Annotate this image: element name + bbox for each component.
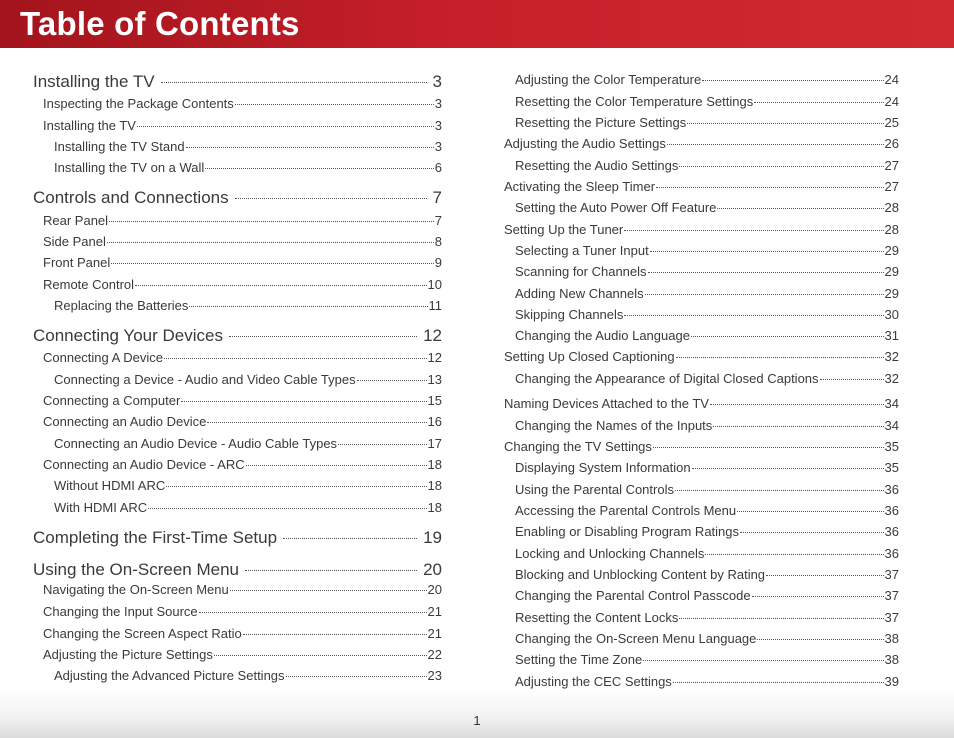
toc-entry-label: Using the Parental Controls	[515, 482, 674, 497]
dot-leader	[189, 306, 427, 307]
toc-entry-label: Remote Control	[43, 277, 135, 292]
toc-entry-page: 35	[884, 460, 899, 475]
toc-entry[interactable]	[54, 500, 442, 518]
toc-entry-page: 3	[434, 118, 442, 133]
toc-entry-page: 37	[884, 588, 899, 603]
toc-entry[interactable]	[504, 222, 899, 240]
toc-entry-page: 36	[884, 503, 899, 518]
toc-entry[interactable]	[515, 631, 899, 649]
toc-entry[interactable]	[515, 264, 899, 282]
toc-entry-label: Adjusting the Picture Settings	[43, 647, 213, 662]
dot-leader	[199, 612, 427, 613]
toc-entry-label: Inspecting the Package Contents	[43, 96, 234, 111]
toc-entry-page: 16	[427, 414, 442, 429]
toc-entry[interactable]	[54, 298, 442, 316]
toc-entry[interactable]	[515, 371, 899, 389]
toc-entry-page: 18	[427, 500, 442, 515]
toc-entry[interactable]	[515, 307, 899, 325]
toc-entry-page: 12	[427, 350, 442, 365]
toc-entry-page: 38	[884, 631, 899, 646]
toc-entry-label: Selecting a Tuner Input	[515, 243, 649, 258]
toc-entry-page: 30	[884, 307, 899, 322]
toc-entry-page: 10	[427, 277, 442, 292]
toc-entry-page: 20	[423, 560, 442, 579]
toc-entry[interactable]	[43, 255, 442, 273]
toc-entry-page: 3	[434, 96, 442, 111]
toc-entry-page: 7	[432, 188, 442, 207]
toc-entry-label: Replacing the Batteries	[54, 298, 189, 313]
toc-entry-label: Completing the First-Time Setup	[33, 528, 278, 547]
toc-entry-page: 38	[884, 652, 899, 667]
toc-entry-label: Changing the Appearance of Digital Closed Captions	[515, 371, 819, 386]
dot-leader	[717, 208, 883, 209]
toc-entry-label: Setting Up Closed Captioning	[504, 349, 675, 364]
dot-leader	[757, 639, 883, 640]
toc-entry-page: 29	[884, 286, 899, 301]
toc-entry-label: Rear Panel	[43, 213, 109, 228]
toc-entry-page: 6	[434, 160, 442, 175]
toc-entry[interactable]	[33, 560, 442, 584]
toc-entry-page: 3	[432, 72, 442, 91]
dot-leader	[648, 272, 884, 273]
toc-entry-label: Adding New Channels	[515, 286, 644, 301]
toc-entry[interactable]	[515, 115, 899, 133]
dot-leader	[656, 187, 884, 188]
dot-leader	[229, 336, 417, 337]
toc-entry[interactable]	[515, 546, 899, 564]
toc-entry-label: Side Panel	[43, 234, 106, 249]
toc-entry-label: Connecting an Audio Device - Audio Cable Types	[54, 436, 338, 451]
toc-entry-page: 28	[884, 222, 899, 237]
dot-leader	[754, 102, 883, 103]
toc-entry-page: 18	[427, 478, 442, 493]
toc-entry[interactable]	[504, 136, 899, 154]
toc-entry[interactable]	[515, 503, 899, 521]
dot-leader	[286, 676, 427, 677]
toc-entry[interactable]	[504, 396, 899, 414]
toc-entry-label: With HDMI ARC	[54, 500, 148, 515]
toc-entry[interactable]	[33, 528, 442, 552]
toc-entry-page: 3	[434, 139, 442, 154]
toc-entry-label: Resetting the Content Locks	[515, 610, 679, 625]
toc-entry-label: Activating the Sleep Timer	[504, 179, 656, 194]
toc-entry-label: Adjusting the Advanced Picture Settings	[54, 668, 285, 683]
toc-entry-label: Connecting A Device	[43, 350, 163, 365]
toc-entry-label: Setting the Auto Power Off Feature	[515, 200, 717, 215]
toc-entry-page: 34	[884, 396, 899, 411]
toc-entry-label: Resetting the Picture Settings	[515, 115, 687, 130]
toc-entry[interactable]	[43, 277, 442, 295]
toc-entry[interactable]	[515, 567, 899, 585]
dot-leader	[161, 82, 427, 83]
toc-entry-page: 25	[884, 115, 899, 130]
toc-entry[interactable]	[515, 418, 899, 436]
toc-entry-label: Changing the TV Settings	[504, 439, 652, 454]
toc-entry-label: Connecting Your Devices	[33, 326, 223, 345]
toc-entry[interactable]	[515, 94, 899, 112]
dot-leader	[702, 80, 883, 81]
toc-entry-page: 9	[434, 255, 442, 270]
toc-entry-label: Resetting the Audio Settings	[515, 158, 679, 173]
toc-entry-label: Changing the Audio Language	[515, 328, 690, 343]
toc-entry-page: 27	[884, 179, 899, 194]
toc-entry-label: Connecting an Audio Device - ARC	[43, 457, 245, 472]
dot-leader	[207, 422, 426, 423]
dot-leader	[111, 263, 434, 264]
toc-entry-page: 28	[884, 200, 899, 215]
page-title: Table of Contents	[20, 5, 300, 42]
dot-leader	[338, 444, 426, 445]
toc-entry-page: 8	[434, 234, 442, 249]
toc-entry-label: Front Panel	[43, 255, 111, 270]
toc-entry-label: Adjusting the Audio Settings	[504, 136, 666, 151]
dot-leader	[181, 401, 426, 402]
toc-entry-page: 39	[884, 674, 899, 689]
toc-entry-page: 22	[427, 647, 442, 662]
dot-leader	[820, 379, 884, 380]
toc-entry[interactable]	[515, 610, 899, 628]
toc-entry-page: 24	[884, 94, 899, 109]
toc-entry-page: 31	[884, 328, 899, 343]
toc-entry-label: Scanning for Channels	[515, 264, 647, 279]
toc-entry[interactable]	[515, 588, 899, 606]
toc-entry-page: 37	[884, 567, 899, 582]
toc-entry-page: 29	[884, 243, 899, 258]
toc-entry[interactable]	[43, 350, 442, 368]
toc-entry[interactable]	[54, 160, 442, 178]
dot-leader	[710, 404, 884, 405]
toc-entry-label: Changing the Names of the Inputs	[515, 418, 713, 433]
toc-entry-label: Controls and Connections	[33, 188, 229, 207]
toc-entry[interactable]	[43, 457, 442, 475]
toc-entry[interactable]	[43, 604, 442, 622]
dot-leader	[283, 538, 417, 539]
toc-entry[interactable]	[43, 213, 442, 231]
toc-entry-label: Locking and Unlocking Channels	[515, 546, 705, 561]
dot-leader	[737, 511, 883, 512]
toc-entry-page: 37	[884, 610, 899, 625]
toc-entry[interactable]	[504, 179, 899, 197]
dot-leader	[679, 166, 883, 167]
dot-leader	[645, 294, 884, 295]
toc-entry-label: Connecting a Computer	[43, 393, 181, 408]
dot-leader	[137, 126, 434, 127]
toc-entry[interactable]	[54, 478, 442, 496]
toc-entry-page: 34	[884, 418, 899, 433]
toc-entry[interactable]	[43, 393, 442, 411]
toc-entry-page: 32	[884, 371, 899, 386]
toc-entry[interactable]	[515, 158, 899, 176]
dot-leader	[166, 486, 426, 487]
toc-entry-page: 17	[427, 436, 442, 451]
toc-entry-label: Connecting a Device - Audio and Video Cable Types	[54, 372, 356, 387]
toc-entry-label: Installing the TV on a Wall	[54, 160, 205, 175]
dot-leader	[653, 447, 884, 448]
dot-leader	[214, 655, 427, 656]
toc-entry-page: 27	[884, 158, 899, 173]
dot-leader	[650, 251, 884, 252]
toc-entry-page: 13	[427, 372, 442, 387]
toc-entry-page: 24	[884, 72, 899, 87]
toc-entry-page: 18	[427, 457, 442, 472]
toc-entry-page: 21	[427, 626, 442, 641]
toc-entry-page: 36	[884, 546, 899, 561]
dot-leader	[752, 596, 884, 597]
toc-entry[interactable]	[515, 286, 899, 304]
dot-leader	[713, 426, 883, 427]
toc-entry-label: Changing the Screen Aspect Ratio	[43, 626, 242, 641]
toc-entry[interactable]	[43, 414, 442, 432]
dot-leader	[673, 682, 884, 683]
dot-leader	[357, 380, 427, 381]
toc-entry-label: Resetting the Color Temperature Settings	[515, 94, 754, 109]
toc-entry-page: 21	[427, 604, 442, 619]
toc-entry[interactable]	[33, 326, 442, 350]
dot-leader	[245, 570, 417, 571]
toc-entry-label: Installing the TV Stand	[54, 139, 185, 154]
toc-entry-page: 7	[434, 213, 442, 228]
toc-entry-label: Adjusting the CEC Settings	[515, 674, 672, 689]
toc-entry-label: Accessing the Parental Controls Menu	[515, 503, 737, 518]
toc-entry[interactable]	[43, 234, 442, 252]
toc-entry[interactable]	[515, 243, 899, 261]
dot-leader	[624, 315, 883, 316]
toc-entry[interactable]	[515, 200, 899, 218]
toc-entry-label: Without HDMI ARC	[54, 478, 166, 493]
dot-leader	[643, 660, 883, 661]
toc-entry[interactable]	[43, 647, 442, 665]
toc-entry-label: Adjusting the Color Temperature	[515, 72, 702, 87]
page-number: 1	[473, 713, 481, 728]
toc-entry[interactable]	[43, 582, 442, 600]
toc-entry-page: 36	[884, 524, 899, 539]
toc-entry-page: 23	[427, 668, 442, 683]
toc-entry-label: Setting Up the Tuner	[504, 222, 624, 237]
dot-leader	[740, 532, 884, 533]
toc-entry[interactable]	[54, 139, 442, 157]
toc-entry-label: Setting the Time Zone	[515, 652, 643, 667]
dot-leader	[186, 147, 434, 148]
dot-leader	[766, 575, 883, 576]
toc-entry-label: Naming Devices Attached to the TV	[504, 396, 709, 411]
toc-entry[interactable]	[43, 626, 442, 644]
toc-entry-page: 11	[428, 298, 442, 313]
toc-entry[interactable]	[504, 439, 899, 457]
toc-entry-label: Blocking and Unblocking Content by Rating	[515, 567, 766, 582]
toc-entry-label: Using the On-Screen Menu	[33, 560, 239, 579]
header-banner	[0, 0, 954, 48]
toc-entry[interactable]	[515, 328, 899, 346]
toc-entry-page: 26	[884, 136, 899, 151]
dot-leader	[705, 554, 883, 555]
dot-leader	[148, 508, 426, 509]
dot-leader	[135, 285, 426, 286]
toc-entry-page: 19	[423, 528, 442, 547]
toc-entry-page: 29	[884, 264, 899, 279]
toc-entry-label: Installing the TV	[43, 118, 136, 133]
dot-leader	[205, 168, 433, 169]
dot-leader	[230, 590, 427, 591]
dot-leader	[676, 357, 884, 358]
dot-leader	[691, 336, 884, 337]
dot-leader	[235, 198, 427, 199]
toc-entry-label: Displaying System Information	[515, 460, 691, 475]
toc-entry[interactable]	[54, 436, 442, 454]
toc-entry-label: Enabling or Disabling Program Ratings	[515, 524, 740, 539]
toc-entry[interactable]	[515, 72, 899, 90]
toc-entry[interactable]	[33, 72, 442, 96]
dot-leader	[243, 634, 427, 635]
toc-entry-label: Navigating the On-Screen Menu	[43, 582, 229, 597]
toc-entry[interactable]	[43, 118, 442, 136]
toc-entry-label: Changing the Input Source	[43, 604, 198, 619]
toc-entry[interactable]	[515, 652, 899, 670]
dot-leader	[667, 144, 884, 145]
dot-leader	[692, 468, 884, 469]
toc-entry[interactable]	[515, 460, 899, 478]
dot-leader	[164, 358, 427, 359]
toc-entry-page: 36	[884, 482, 899, 497]
dot-leader	[687, 123, 883, 124]
dot-leader	[107, 242, 434, 243]
toc-entry-label: Changing the Parental Control Passcode	[515, 588, 751, 603]
toc-entry[interactable]	[54, 372, 442, 390]
toc-entry[interactable]	[504, 349, 899, 367]
toc-entry-page: 20	[427, 582, 442, 597]
dot-leader	[235, 104, 434, 105]
toc-entry-label: Skipping Channels	[515, 307, 624, 322]
toc-entry-label: Changing the On-Screen Menu Language	[515, 631, 757, 646]
toc-entry[interactable]	[515, 482, 899, 500]
toc-entry-page: 12	[423, 326, 442, 345]
toc-entry-page: 15	[427, 393, 442, 408]
dot-leader	[246, 465, 427, 466]
toc-entry[interactable]	[43, 96, 442, 114]
toc-entry-label: Installing the TV	[33, 72, 155, 91]
toc-entry-page: 35	[884, 439, 899, 454]
dot-leader	[109, 221, 434, 222]
dot-leader	[624, 230, 883, 231]
toc-entry[interactable]	[54, 668, 442, 686]
toc-entry-page: 32	[884, 349, 899, 364]
toc-entry[interactable]	[515, 524, 899, 542]
dot-leader	[679, 618, 883, 619]
dot-leader	[675, 490, 884, 491]
toc-entry-label: Connecting an Audio Device	[43, 414, 207, 429]
toc-entry[interactable]	[33, 188, 442, 212]
